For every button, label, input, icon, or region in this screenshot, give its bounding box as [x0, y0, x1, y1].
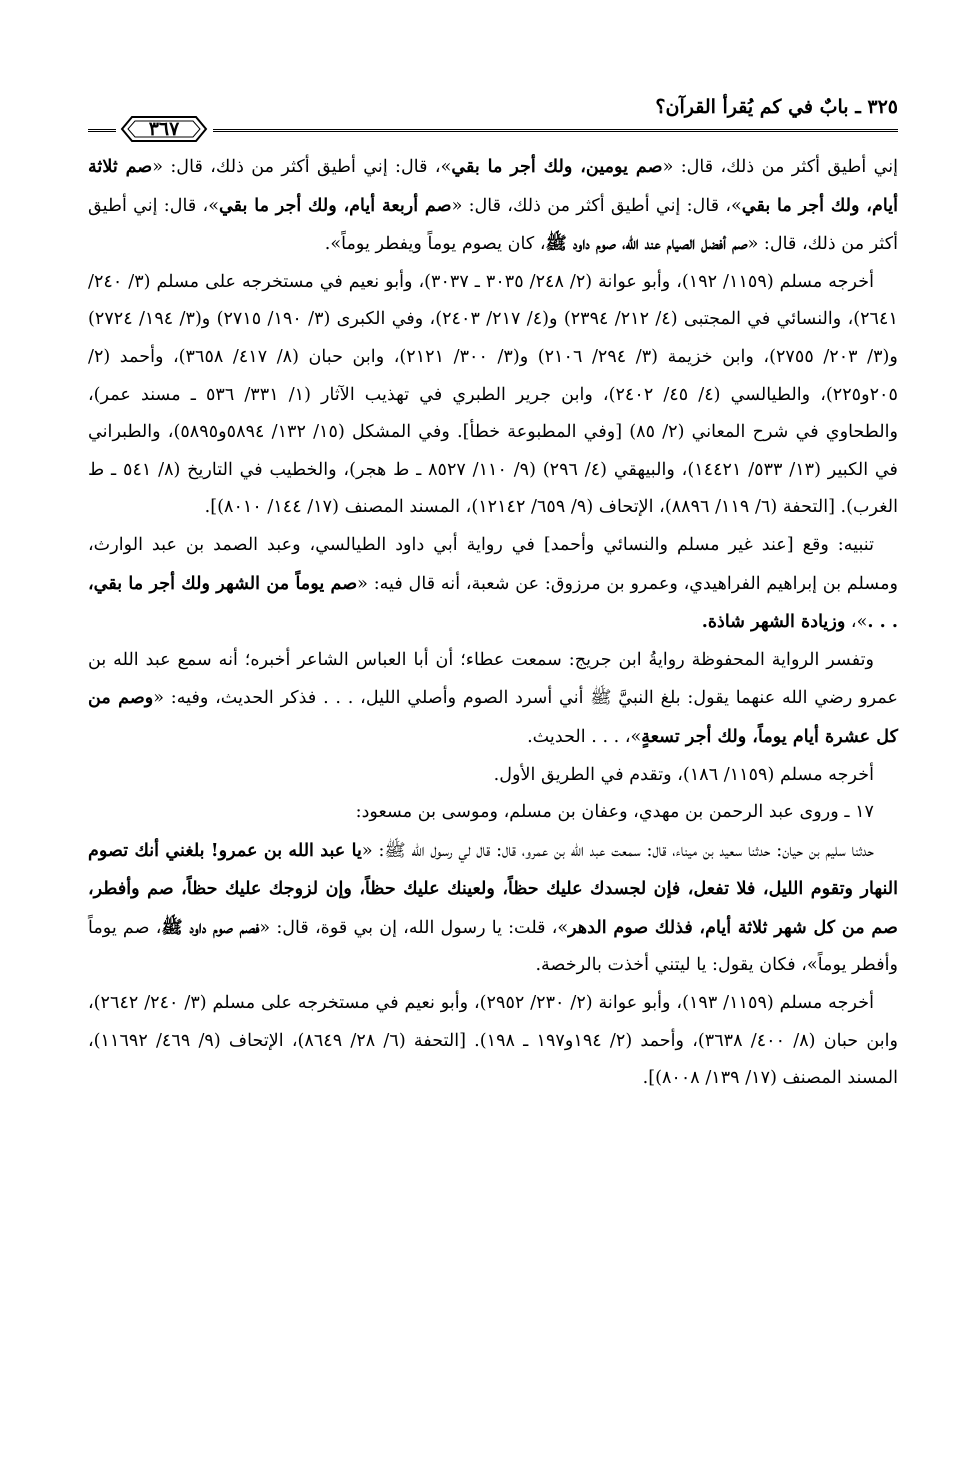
bold-text-run: صم أربعة أيام، ولك أجر ما بقي — [218, 194, 452, 216]
text-run: »، — [845, 612, 868, 633]
bold-text-run: صم يوماً من الشهر ولك أجر ما بقي، . . . — [88, 572, 898, 633]
paragraph — [88, 985, 898, 1098]
bold-text-run: يا عبد الله بن عمرو! بلغني أنك تصوم النهار وتقوم الليل، فلا تفعل، فإن لجسدك عليك حظاً، ولعينك عليك حظاً، وإن لزوجك عليك حظاً، صم وأفطر، صم من كل شهر ثلاثة أيام، فذلك صوم الدهر — [88, 839, 898, 938]
text-run: حدثنا سليم بن حيان: حدثنا سعيد بن ميناء، قال: سمعت عبد الله بن عمرو، قال: قال لي رسول الله ﷺ: « — [361, 840, 874, 861]
text-run: »، قال: إني أطيق أكثر من ذلك، قال: « — [152, 157, 452, 177]
bold-text-run: وزيادة الشهر شاذة. — [701, 611, 846, 633]
bold-text-run: صم يومين، ولك أجر ما بقي — [451, 156, 663, 177]
bold-text-run: صم أفضل الصيام عند الله، صوم داود ﷺ — [545, 233, 748, 255]
text-run: وتفسر الرواية المحفوظة روايةُ ابن جريج: سمعت عطاء؛ أن أبا العباس الشاعر أخبره؛ أنه سمع عبد الله بن عمرو رضي الله عنهما يقول: بلغ النبيَّ ﷺ أني أسرد الصوم وأصلي الليل، . . . فذكر الحديث، وفيه: « — [88, 649, 898, 709]
text-run: »، قال: إني أطيق أكثر من ذلك، قال: « — [88, 195, 898, 255]
body-text — [88, 148, 898, 1098]
paragraph — [88, 832, 898, 985]
paragraph — [88, 757, 898, 795]
text-run: تنبيه: وقع [عند غير مسلم والنسائي وأحمد] في رواية أبي داود الطيالسي، وعبد الصمد بن عبد الوارث، ومسلم بن إبراهيم الفراهيدي، وعمرو بن مرزوق: عن شعبة، أنه قال فيه: « — [88, 534, 899, 594]
header-rule-right — [213, 129, 898, 132]
bold-text-run: وصم من كل عشرة أيام يوماً، ولك أجر تسعةٍ — [88, 687, 898, 747]
text-run: ، صم يوماً وأفطر يوماً»، فكان يقول: يا ليتني أخذت بالرخصة. — [88, 917, 898, 976]
paragraph — [88, 642, 898, 757]
text-run: أخرجه مسلم (١١٥٩/ ١٩٢)، وأبو عوانة (٢/ ٢٤٨/ ٣٠٣٥ ـ ٣٠٣٧)، وأبو نعيم في مستخرجه على مسلم (٣/ ٢٤٠/ ٢٦٤١)، والنسائي في المجتبى (٤/ ٢١٢/ ٢٣٩٤) و(٤/ ٢١٧/ ٢٤٠٣)، وفي الكبرى (٣/ ١٩٠/ ٢٧١٥) و(٣/ ١٩٤/ ٢٧٢٤) و(٣/ ٢٠٣/ ٢٧٥٥)، وابن خزيمة (٣/ ٢٩٤/ ٢١٠٦) و(٣/ ٣٠٠/ ٢١٢١)، وابن حبان (٨/ ٤١٧/ ٣٦٥٨)، وأحمد (٢/ ٢٠٥و٢٢٥)، والطيالسي (٤/ ٤٥/ ٢٤٠٢)، وابن جرير الطبري في تهذيب الآثار (١/ ٣٣١/ ٥٣٦ ـ مسند عمر)، والطحاوي في شرح المعاني (٢/ ٨٥) [وفي المطبوعة خطأ]. وفي المشكل (١٥/ ١٣٢/ ٥٨٩٤و٥٨٩٥)، والطبراني في الكبير (١٣/ ٥٣٣/ ١٤٤٢١)، والبيهقي (٤/ ٢٩٦) (٩/ ١١٠/ ٨٥٢٧ ـ ط هجر)، والخطيب في التاريخ (٨/ ٥٤١ ـ ط الغرب). [التحفة (٦/ ١١٩/ ٨٨٩٦)، الإتحاف (٩/ ٦٥٩/ ١٢١٤٢)، المسند المصنف (١٧/ ١٤٤/ ٨٠١٠)]. — [88, 271, 898, 518]
page-number: ٣٦٧ — [148, 118, 180, 140]
document-page — [88, 92, 898, 1098]
text-run: ، كان يصوم يوماً ويفطر يوماً». — [324, 234, 546, 255]
bold-text-run: فصم صوم داود ﷺ — [161, 916, 260, 938]
text-run: »، . . . الحديث. — [527, 726, 642, 747]
running-title: ٣٢٥ ـ بابٌ في كم يُقرأ القرآن؟ — [655, 96, 898, 118]
paragraph — [88, 794, 898, 832]
text-run: »، قال: إني أطيق أكثر من ذلك، قال: « — [451, 195, 742, 216]
text-run: إني أطيق أكثر من ذلك، قال: « — [662, 157, 899, 177]
page-number-badge — [118, 113, 210, 145]
text-run: أخرجه مسلم (١١٥٩/ ١٩٣)، وأبو عوانة (٢/ ٢٣٠/ ٢٩٥٢)، وأبو نعيم في مستخرجه على مسلم (٣/ ٢٤٠/ ٢٦٤٢)، وابن حبان (٨/ ٤٠٠/ ٣٦٣٨)، وأحمد (٢/ ١٩٤و١٩٧ ـ ١٩٨). [التحفة (٦/ ٢٨/ ٨٦٤٩)، الإتحاف (٩/ ٤٦٩/ ١١٦٩٢)، المسند المصنف (١٧/ ١٣٩/ ٨٠٠٨)]. — [88, 993, 899, 1089]
paragraph — [88, 264, 898, 527]
paragraph — [88, 527, 898, 642]
text-run: »، قلت: يا رسول الله، إن بي قوة، قال: « — [259, 917, 569, 938]
text-run: ١٧ ـ وروى عبد الرحمن بن مهدي، وعفان بن مسلم، وموسى بن مسعود: — [355, 802, 874, 823]
bold-text-run: صم ثلاثة أيام، ولك أجر ما بقي — [88, 156, 899, 216]
text-run: أخرجه مسلم (١١٥٩/ ١٨٦)، وتقدم في الطريق الأول. — [493, 764, 874, 785]
page-header — [88, 92, 898, 138]
paragraph — [88, 148, 898, 264]
header-rule-left — [88, 129, 116, 132]
